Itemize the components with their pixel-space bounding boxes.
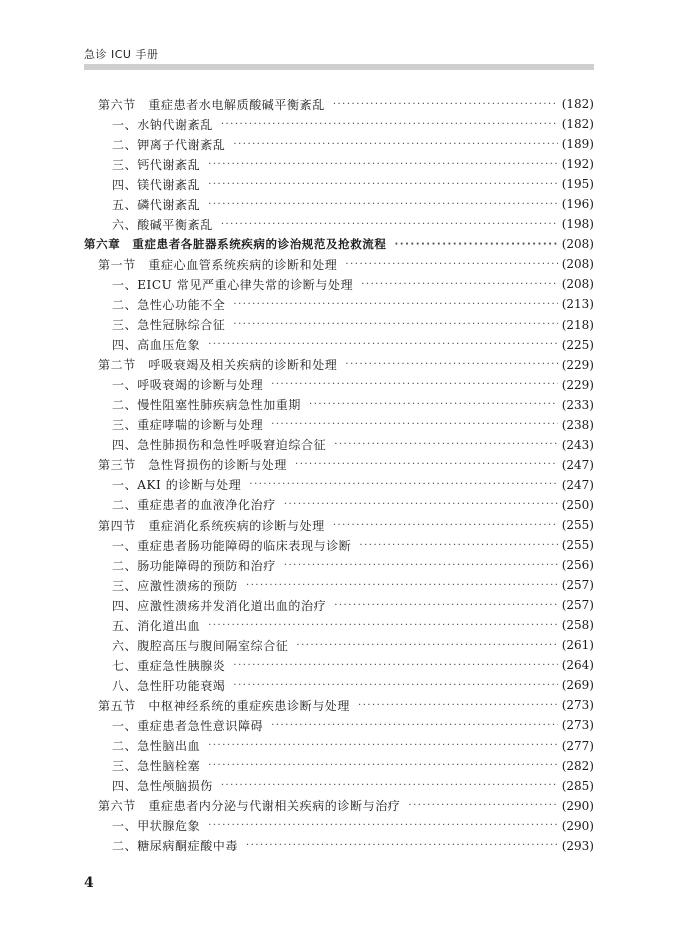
page-number: 4 <box>84 875 94 891</box>
toc-entry-title: 第六节 重症患者内分泌与代谢相关疾病的诊断与治疗 <box>98 799 401 814</box>
dot-leader <box>271 720 558 731</box>
toc-item-row <box>84 415 594 435</box>
toc-chapter-row <box>84 234 594 254</box>
toc-entry-title: 一、重症患者急性意识障碍 <box>112 718 264 733</box>
toc-item-row <box>84 114 594 134</box>
toc-section-row <box>84 355 594 375</box>
toc-entry-title: 一、呼吸衰竭的诊断与处理 <box>112 378 264 393</box>
dot-leader <box>345 359 557 370</box>
toc-entry-page: (290) <box>561 818 594 833</box>
toc-item-row <box>84 495 594 515</box>
toc-entry-page: (208) <box>561 237 594 252</box>
toc-entry-title: 四、高血压危象 <box>112 338 201 353</box>
dot-leader <box>358 700 558 711</box>
toc-entry-title: 八、急性肝功能衰竭 <box>112 678 226 693</box>
toc-item-row <box>84 475 594 495</box>
toc-entry-title: 二、急性心功能不全 <box>112 297 226 312</box>
toc-entry-title: 第六章 重症患者各脏器系统疾病的诊治规范及抢救流程 <box>84 237 387 252</box>
dot-leader <box>271 379 558 390</box>
toc-entry-title: 第四节 重症消化系统疾病的诊断与处理 <box>98 518 325 533</box>
toc-entry-title: 六、酸碱平衡紊乱 <box>112 217 213 232</box>
toc-entry-page: (208) <box>561 277 594 292</box>
toc-entry-page: (277) <box>561 738 594 753</box>
toc-entry-page: (255) <box>561 518 594 532</box>
toc-entry-page: (257) <box>561 598 594 613</box>
toc-entry-page: (247) <box>561 457 594 472</box>
dot-leader <box>284 560 558 571</box>
toc-entry-title: 二、肠功能障碍的预防和治疗 <box>112 558 276 573</box>
dot-leader <box>359 540 557 551</box>
dot-leader <box>333 99 558 110</box>
toc-item-row <box>84 154 594 174</box>
toc-item-row <box>84 435 594 455</box>
dot-leader <box>233 680 557 691</box>
dot-leader <box>221 780 558 791</box>
toc-entry-title: 四、镁代谢紊乱 <box>112 177 201 192</box>
toc-item-row <box>84 555 594 575</box>
toc-entry-page: (195) <box>561 177 594 192</box>
toc-item-row <box>84 174 594 194</box>
toc-entry-title: 三、重症哮喘的诊断与处理 <box>112 418 264 433</box>
dot-leader <box>395 239 558 250</box>
toc-entry-title: 四、急性肺损伤和急性呼吸窘迫综合征 <box>112 438 327 453</box>
toc-entry-title: 六、腹腔高压与腹间隔室综合征 <box>112 638 289 653</box>
toc-entry-title: 二、重症患者的血液净化治疗 <box>112 498 276 513</box>
toc-entry-page: (189) <box>561 137 594 152</box>
toc-entry-page: (273) <box>561 698 594 713</box>
dot-leader <box>345 259 557 270</box>
toc-entry-page: (264) <box>561 658 594 673</box>
toc-item-row <box>84 816 594 836</box>
dot-leader <box>246 840 558 851</box>
dot-leader <box>309 399 558 410</box>
toc-entry-page: (225) <box>561 337 594 352</box>
toc-section-row <box>84 94 594 114</box>
dot-leader <box>208 179 558 190</box>
toc-entry-page: (218) <box>561 317 594 332</box>
dot-leader <box>295 459 558 470</box>
toc-section-row <box>84 695 594 715</box>
dot-leader <box>296 640 557 651</box>
dot-leader <box>246 580 558 591</box>
toc-item-row <box>84 294 594 314</box>
toc-entry-title: 一、AKI 的诊断与处理 <box>112 478 242 493</box>
table-of-contents <box>84 94 594 856</box>
toc-entry-title: 二、钾离子代谢紊乱 <box>112 137 226 152</box>
toc-entry-title: 二、糖尿病酮症酸中毒 <box>112 839 239 854</box>
toc-item-row <box>84 134 594 154</box>
toc-entry-page: (256) <box>561 558 594 573</box>
toc-item-row <box>84 836 594 856</box>
dot-leader <box>361 279 558 290</box>
toc-entry-page: (182) <box>561 117 594 132</box>
toc-item-row <box>84 776 594 796</box>
dot-leader <box>208 339 558 350</box>
toc-item-row <box>84 214 594 234</box>
toc-entry-title: 一、重症患者肠功能障碍的临床表现与诊断 <box>112 538 352 553</box>
dot-leader <box>408 800 557 811</box>
dot-leader <box>233 299 557 310</box>
dot-leader <box>221 219 558 230</box>
toc-entry-page: (285) <box>561 778 594 793</box>
dot-leader <box>233 139 557 150</box>
dot-leader <box>233 319 557 330</box>
toc-entry-page: (250) <box>561 497 594 512</box>
toc-entry-page: (282) <box>561 758 594 773</box>
toc-entry-page: (233) <box>561 397 594 412</box>
dot-leader <box>208 199 558 210</box>
toc-item-row <box>84 736 594 756</box>
toc-section-row <box>84 254 594 274</box>
toc-section-row <box>84 455 594 475</box>
toc-item-row <box>84 715 594 735</box>
dot-leader <box>208 620 558 631</box>
toc-entry-page: (273) <box>561 718 594 733</box>
toc-section-row <box>84 796 594 816</box>
toc-entry-title: 三、急性脑栓塞 <box>112 759 201 774</box>
dot-leader <box>334 439 558 450</box>
running-header: 急诊 ICU 手册 <box>84 48 159 61</box>
toc-item-row <box>84 575 594 595</box>
dot-leader <box>334 600 558 611</box>
toc-entry-page: (196) <box>561 197 594 212</box>
toc-item-row <box>84 535 594 555</box>
dot-leader <box>208 159 558 170</box>
toc-entry-page: (269) <box>561 678 594 693</box>
toc-entry-title: 第五节 中枢神经系统的重症疾患诊断与处理 <box>98 698 351 713</box>
dot-leader <box>221 119 558 130</box>
toc-entry-title: 一、甲状腺危象 <box>112 819 201 834</box>
toc-entry-title: 三、钙代谢紊乱 <box>112 157 201 172</box>
toc-section-row <box>84 515 594 535</box>
toc-entry-page: (192) <box>561 157 594 172</box>
toc-entry-title: 三、应激性溃疡的预防 <box>112 578 239 593</box>
dot-leader <box>208 820 558 831</box>
toc-entry-page: (198) <box>561 217 594 232</box>
toc-entry-page: (208) <box>561 257 594 272</box>
toc-entry-title: 三、急性冠脉综合征 <box>112 318 226 333</box>
toc-entry-page: (243) <box>561 437 594 452</box>
toc-entry-title: 第一节 重症心血管系统疾病的诊断和处理 <box>98 257 338 272</box>
toc-entry-page: (293) <box>561 838 594 853</box>
dot-leader <box>249 479 557 490</box>
toc-item-row <box>84 194 594 214</box>
toc-item-row <box>84 274 594 294</box>
toc-entry-page: (247) <box>561 477 594 492</box>
toc-entry-page: (257) <box>561 578 594 593</box>
toc-entry-title: 一、水钠代谢紊乱 <box>112 117 213 132</box>
dot-leader <box>284 499 558 510</box>
toc-entry-title: 五、磷代谢紊乱 <box>112 197 201 212</box>
toc-item-row <box>84 675 594 695</box>
toc-entry-title: 一、EICU 常见严重心律失常的诊断与处理 <box>112 277 354 292</box>
toc-entry-title: 第二节 呼吸衰竭及相关疾病的诊断和处理 <box>98 358 338 373</box>
dot-leader <box>208 760 558 771</box>
toc-entry-page: (258) <box>561 618 594 633</box>
toc-entry-page: (290) <box>561 798 594 813</box>
toc-entry-title: 七、重症急性胰腺炎 <box>112 658 226 673</box>
toc-entry-page: (261) <box>561 638 594 653</box>
toc-entry-title: 二、急性脑出血 <box>112 739 201 754</box>
toc-item-row <box>84 335 594 355</box>
header-rule <box>84 64 594 70</box>
dot-leader <box>208 740 558 751</box>
toc-entry-title: 四、急性颅脑损伤 <box>112 779 213 794</box>
toc-item-row <box>84 375 594 395</box>
toc-entry-page: (182) <box>561 97 594 112</box>
toc-item-row <box>84 756 594 776</box>
toc-entry-page: (255) <box>561 538 594 553</box>
toc-item-row <box>84 315 594 335</box>
toc-entry-title: 二、慢性阻塞性肺疾病急性加重期 <box>112 398 302 413</box>
toc-entry-page: (229) <box>561 357 594 372</box>
toc-item-row <box>84 395 594 415</box>
toc-entry-title: 四、应激性溃疡并发消化道出血的治疗 <box>112 598 327 613</box>
dot-leader <box>271 419 558 430</box>
toc-entry-title: 五、消化道出血 <box>112 618 201 633</box>
dot-leader <box>233 660 557 671</box>
toc-entry-title: 第三节 急性肾损伤的诊断与处理 <box>98 458 288 473</box>
toc-entry-title: 第六节 重症患者水电解质酸碱平衡紊乱 <box>98 97 325 112</box>
toc-entry-page: (238) <box>561 417 594 432</box>
toc-item-row <box>84 635 594 655</box>
dot-leader <box>333 520 558 531</box>
toc-entry-page: (229) <box>561 377 594 392</box>
toc-item-row <box>84 615 594 635</box>
toc-entry-page: (213) <box>561 297 594 312</box>
toc-item-row <box>84 655 594 675</box>
toc-item-row <box>84 595 594 615</box>
